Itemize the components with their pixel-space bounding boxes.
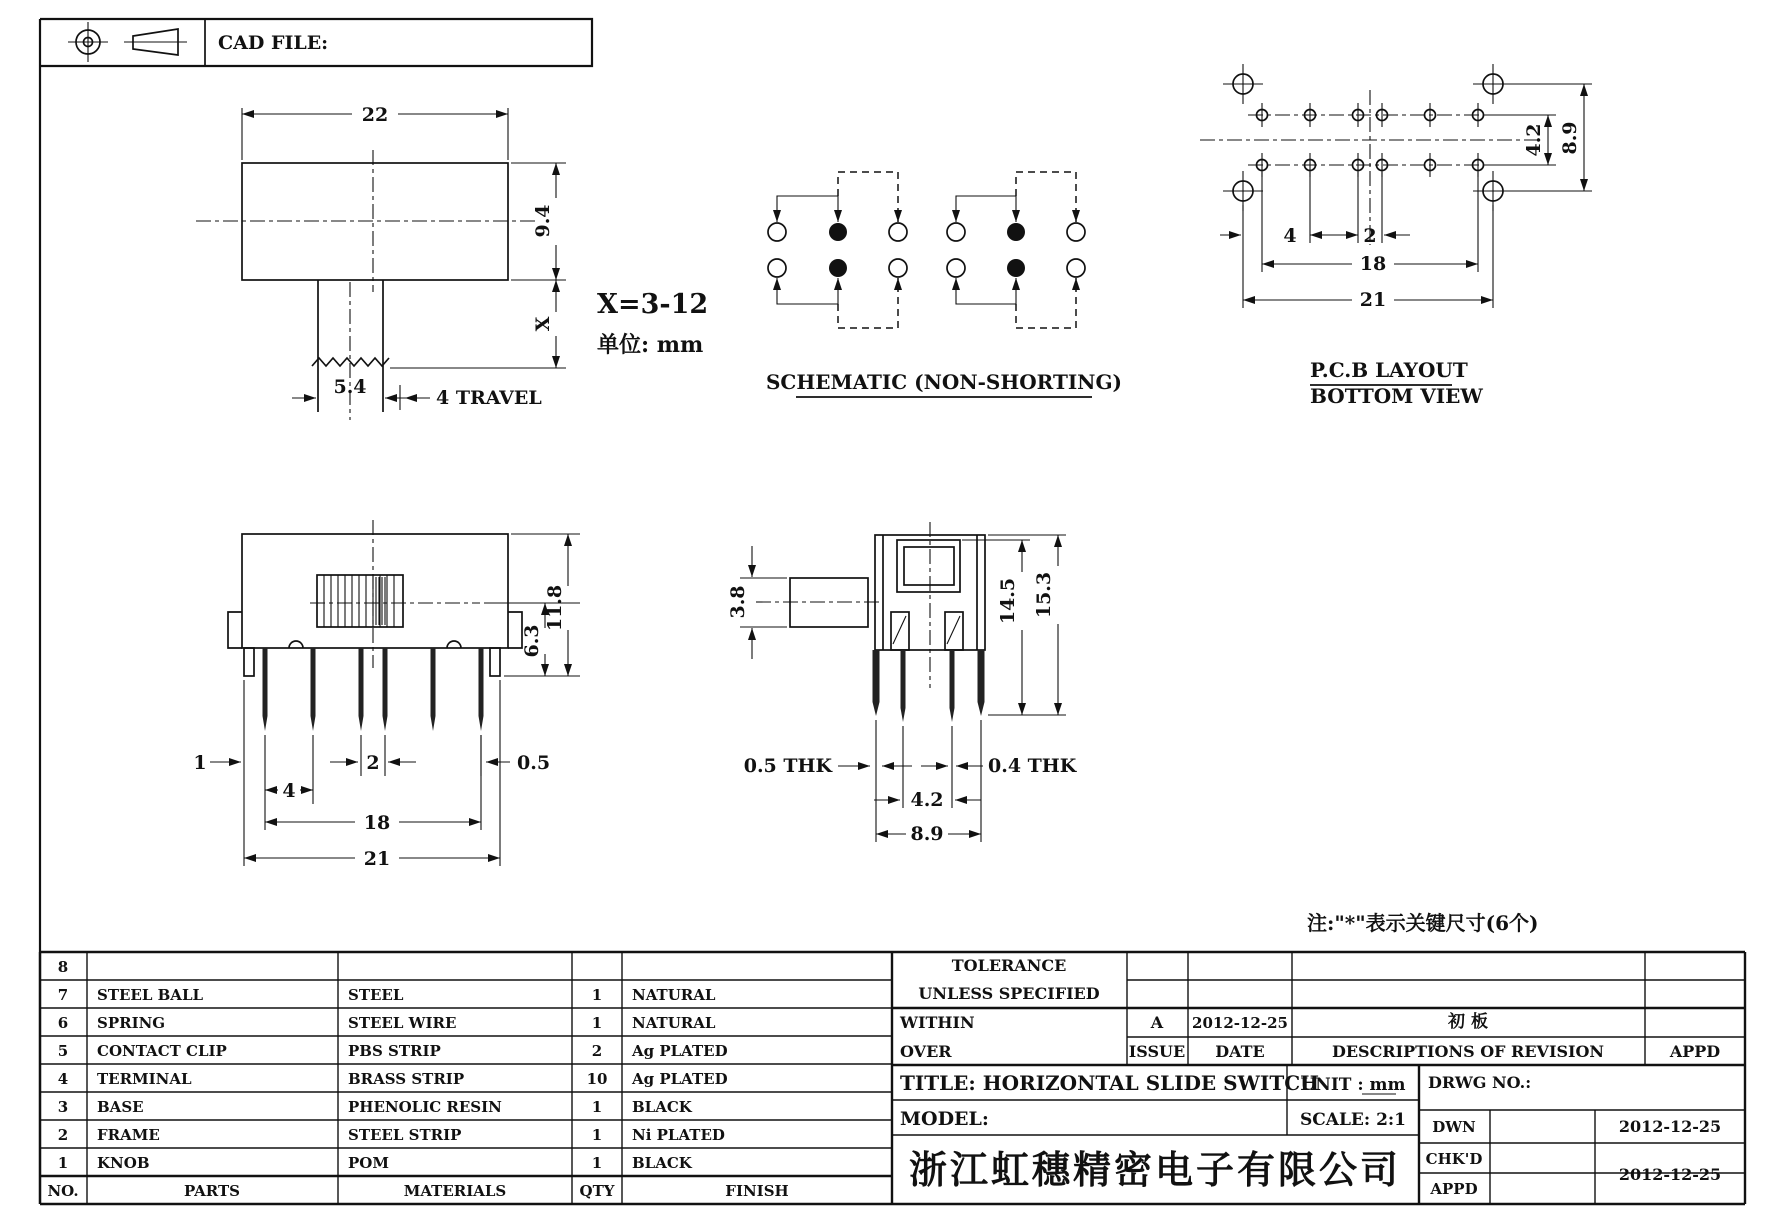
top-view-x-dim: X [532,316,554,332]
pcb-row-dim: 4.2 [1523,123,1545,157]
row-finish: Ag PLATED [632,1070,728,1088]
within-label: WITHIN [900,1013,975,1032]
pcb-caption-line2: BOTTOM VIEW [1310,384,1483,408]
appd-date: 2012-12-25 [1618,1165,1722,1184]
header-no: NO. [47,1182,79,1200]
drawing-title: TITLE: HORIZONTAL SLIDE SWITCH [900,1071,1320,1095]
appd-col-label: APPD [1669,1042,1721,1061]
issue-date-value: 2012-12-25 [1192,1014,1288,1032]
tolerance-label: TOLERANCE [951,956,1067,975]
row-no: 7 [57,986,69,1004]
row-qty: 1 [591,1126,603,1144]
row-no: 2 [57,1126,69,1144]
pcb-layout-view [1200,64,1592,408]
chkd-label: CHK'D [1425,1150,1483,1168]
pcb-mid-dim: 2 [1363,225,1377,247]
row-parts: STEEL BALL [97,986,204,1004]
row-no: 1 [57,1154,69,1172]
front-span-dim: 18 [363,812,391,834]
row-materials: STEEL WIRE [348,1014,457,1032]
schematic-caption: SCHEMATIC (NON-SHORTING) [765,370,1123,394]
side-overall-dim: 15.3 [1033,571,1055,619]
side-inner-dim: 14.5 [997,577,1019,625]
top-view [196,104,566,420]
row-parts: KNOB [97,1154,150,1172]
revision-label: DESCRIPTIONS OF REVISION [1331,1042,1605,1061]
row-materials: POM [348,1154,389,1172]
header-materials: MATERIALS [403,1182,507,1200]
front-pin-dim: 0.5 [517,752,551,774]
cone-projection-icon [124,29,187,55]
schematic-view [766,172,1122,397]
front-body-dim: 6.3 [521,624,543,658]
row-finish: BLACK [632,1154,692,1172]
side-thk-front-dim: 0.5 THK [743,755,832,777]
row-materials: PBS STRIP [348,1042,441,1060]
dwn-label: DWN [1432,1118,1476,1136]
pcb-span-dim: 18 [1359,253,1387,275]
front-mid-dim: 2 [366,752,380,774]
unit-note: 单位: mm [597,332,704,358]
row-qty: 1 [591,1098,603,1116]
header-parts: PARTS [183,1182,241,1200]
row-parts: FRAME [97,1126,160,1144]
pcb-overall-dim: 21 [1359,289,1387,311]
side-row-dim: 4.2 [910,789,944,811]
top-view-width-dim: 22 [361,104,389,126]
row-parts: BASE [97,1098,144,1116]
unit-label: UNIT : mm [1300,1075,1406,1095]
front-view [193,520,580,870]
side-mount-dim: 8.9 [910,823,944,845]
scale-label: SCALE: 2:1 [1299,1110,1407,1130]
projection-symbol-icon [68,22,108,62]
drwg-no-label: DRWG NO.: [1428,1073,1532,1092]
row-materials: BRASS STRIP [348,1070,465,1088]
side-shaft-dim: 3.8 [727,585,749,619]
front-tab-dim: 1 [193,752,207,774]
row-qty: 1 [591,986,603,1004]
key-dimension-note: 注:"*"表示关键尺寸(6个) [1307,911,1539,935]
top-view-height-dim: 9.4 [532,204,554,238]
header-finish: FINISH [725,1182,789,1200]
dwn-date: 2012-12-25 [1618,1117,1722,1136]
row-finish: Ni PLATED [632,1126,725,1144]
row-no: 3 [57,1098,69,1116]
top-view-travel-dim: 4 TRAVEL [436,387,542,409]
row-no: 8 [57,958,69,976]
row-no: 6 [57,1014,69,1032]
row-qty: 1 [591,1014,603,1032]
row-finish: BLACK [632,1098,692,1116]
row-materials: STEEL [348,986,404,1004]
unless-specified-label: UNLESS SPECIFIED [918,984,1100,1003]
issue-value: A [1150,1013,1164,1032]
side-thk-rear-dim: 0.4 THK [988,755,1077,777]
front-pitch-dim: 4 [282,780,296,802]
top-view-stem-dim: 5.4 [333,376,367,398]
header-qty: QTY [579,1182,615,1200]
date-label: DATE [1215,1042,1265,1061]
row-materials: PHENOLIC RESIN [348,1098,502,1116]
over-label: OVER [900,1042,952,1061]
x-range-note: X=3-12 [597,289,709,320]
row-finish: Ag PLATED [632,1042,728,1060]
row-qty: 1 [591,1154,603,1172]
issue-label: ISSUE [1128,1042,1186,1061]
front-overall-dim: 21 [363,848,391,870]
row-no: 4 [57,1070,69,1088]
row-qty: 2 [591,1042,603,1060]
front-height-dim: 11.8 [544,584,566,632]
pcb-caption-line1: P.C.B LAYOUT [1310,358,1468,382]
row-parts: TERMINAL [97,1070,192,1088]
row-no: 5 [57,1042,69,1060]
row-materials: STEEL STRIP [348,1126,462,1144]
appd-label: APPD [1430,1180,1478,1198]
model-label: MODEL: [900,1108,989,1130]
row-parts: SPRING [97,1014,166,1032]
row-qty: 10 [586,1070,608,1088]
row-finish: NATURAL [632,1014,716,1032]
cad-file-label: CAD FILE: [218,32,329,54]
side-view [727,522,1078,845]
row-finish: NATURAL [632,986,716,1004]
company-name: 浙江虹穗精密电子有限公司 [908,1147,1402,1192]
revision-value: 初 板 [1448,1012,1488,1032]
pcb-mount-row-dim: 8.9 [1559,121,1581,155]
row-parts: CONTACT CLIP [97,1042,227,1060]
pcb-corner-holes [1223,64,1513,211]
pcb-pitch-dim: 4 [1283,225,1297,247]
title-block [892,952,1745,1204]
